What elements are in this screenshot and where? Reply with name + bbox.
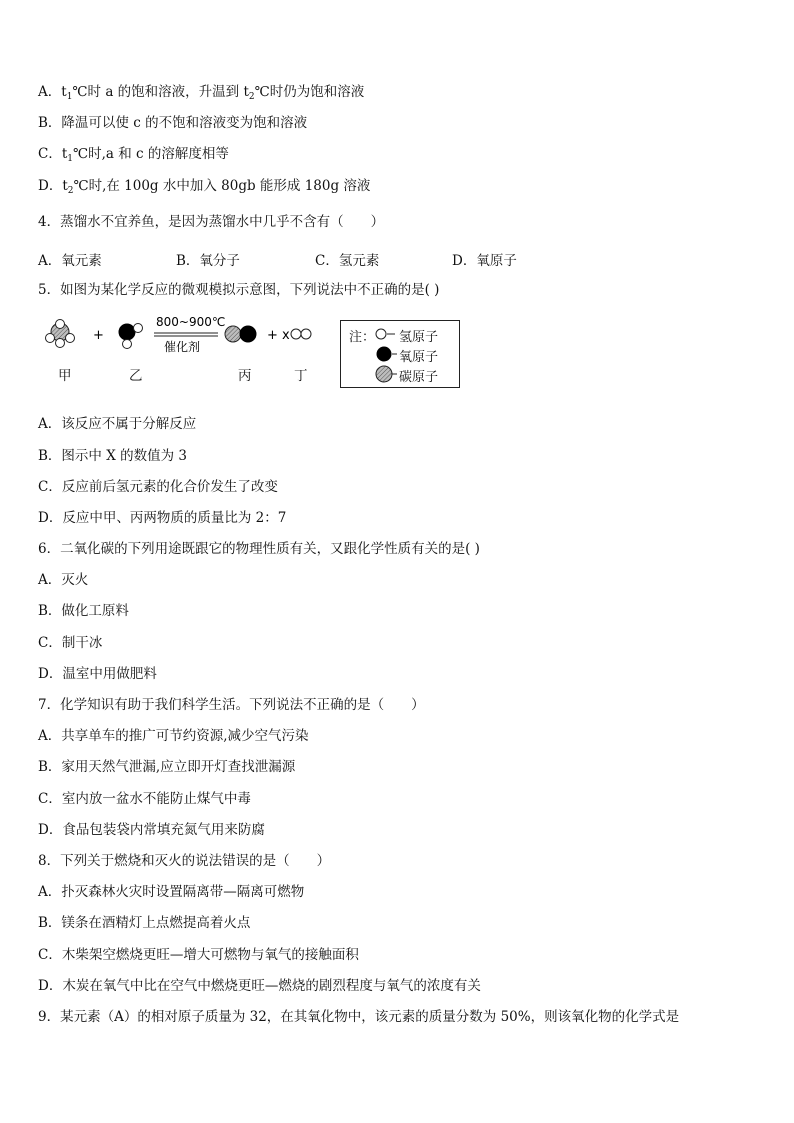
q3-option-d: D．$t_2℃$时,在 100g 水中加入 80gb 能形成 180g 溶液 [38, 178, 371, 196]
q5-option-d: D．反应中甲、丙两物质的质量比为 2：7 [38, 510, 287, 526]
q7-stem: 7．化学知识有助于我们科学生活。下列说法不正确的是（ ） [38, 697, 425, 713]
q7-option-b: B．家用天然气泄漏,应立即开灯查找泄漏源 [38, 759, 296, 775]
legend-hydrogen: 氢原子 [399, 330, 439, 345]
plus-x-coefficient: + x [267, 328, 290, 343]
q7-option-c: C．室内放一盆水不能防止煤气中毒 [38, 791, 251, 807]
q9-stem: 9．某元素（A）的相对原子质量为 32，在其氧化物中，该元素的质量分数为 50%，则该氧化物的化学式是 [38, 1009, 680, 1025]
hydrogen-molecule [291, 329, 311, 339]
q3-option-c: C．$t_1℃$时,a 和 c 的溶解度相等 [38, 146, 229, 164]
q4-option-d: D．氧原子 [452, 253, 517, 269]
q8-option-c: C．木柴架空燃烧更旺—增大可燃物与氧气的接触面积 [38, 947, 359, 963]
q3-option-b: B．降温可以使 c 的不饱和溶液变为饱和溶液 [38, 115, 308, 131]
q7-option-d: D．食品包装袋内常填充氮气用来防腐 [38, 822, 265, 838]
q3-option-a: A．$t_1℃$时 a 的饱和溶液，升温到 $t_2℃$时仍为饱和溶液 [38, 84, 365, 102]
q6-option-d: D．温室中用做肥料 [38, 666, 157, 682]
condition-temperature: 800~900℃ [156, 315, 226, 329]
q8-option-a: A．扑灭森林火灾时设置隔离带—隔离可燃物 [38, 884, 305, 900]
atom-legend [340, 320, 460, 388]
methane-molecule [46, 320, 75, 348]
legend-oxygen: 氧原子 [399, 350, 439, 365]
label-jia: 甲 [58, 368, 72, 384]
q4-option-a: A．氧元素 [38, 253, 102, 269]
plus-sign: + [93, 328, 104, 343]
carbon-monoxide-molecule [225, 326, 256, 342]
carbon-atom-icon [376, 366, 392, 382]
q5-option-b: B．图示中 X 的数值为 3 [38, 448, 187, 464]
label-bing: 丙 [238, 368, 252, 384]
condition-catalyst: 催化剂 [164, 340, 201, 354]
q8-option-d: D．木炭在氧气中比在空气中燃烧更旺—燃烧的剧烈程度与氧气的浓度有关 [38, 978, 481, 994]
q5-option-c: C．反应前后氢元素的化合价发生了改变 [38, 479, 278, 495]
q4-stem: 4．蒸馏水不宜养鱼，是因为蒸馏水中几乎不含有（ ） [38, 214, 385, 230]
q7-option-a: A．共享单车的推广可节约资源,减少空气污染 [38, 728, 309, 744]
q6-option-c: C．制干冰 [38, 635, 103, 651]
q4-option-b: B．氧分子 [176, 253, 240, 269]
legend-carbon: 碳原子 [399, 370, 439, 385]
legend-title: 注： [349, 330, 376, 345]
reaction-molecules [38, 312, 338, 397]
q5-option-a: A．该反应不属于分解反应 [38, 416, 197, 432]
hydrogen-atom-icon [376, 329, 386, 339]
reaction-diagram [38, 312, 478, 397]
oxygen-atom-icon [377, 347, 392, 362]
q6-option-b: B．做化工原料 [38, 603, 129, 619]
label-yi: 乙 [129, 368, 143, 384]
q5-stem: 5．如图为某化学反应的微观模拟示意图，下列说法中不正确的是( ) [38, 282, 440, 298]
q8-option-b: B．镁条在酒精灯上点燃提高着火点 [38, 915, 251, 931]
q8-stem: 8．下列关于燃烧和灭火的说法错误的是（ ） [38, 853, 331, 869]
q4-option-c: C．氢元素 [315, 253, 380, 269]
q4-options [38, 249, 738, 267]
q6-stem: 6．二氧化碳的下列用途既跟它的物理性质有关，又跟化学性质有关的是( ) [38, 541, 480, 557]
q6-option-a: A．灭火 [38, 572, 89, 588]
label-ding: 丁 [294, 368, 308, 384]
water-molecule [119, 324, 143, 349]
